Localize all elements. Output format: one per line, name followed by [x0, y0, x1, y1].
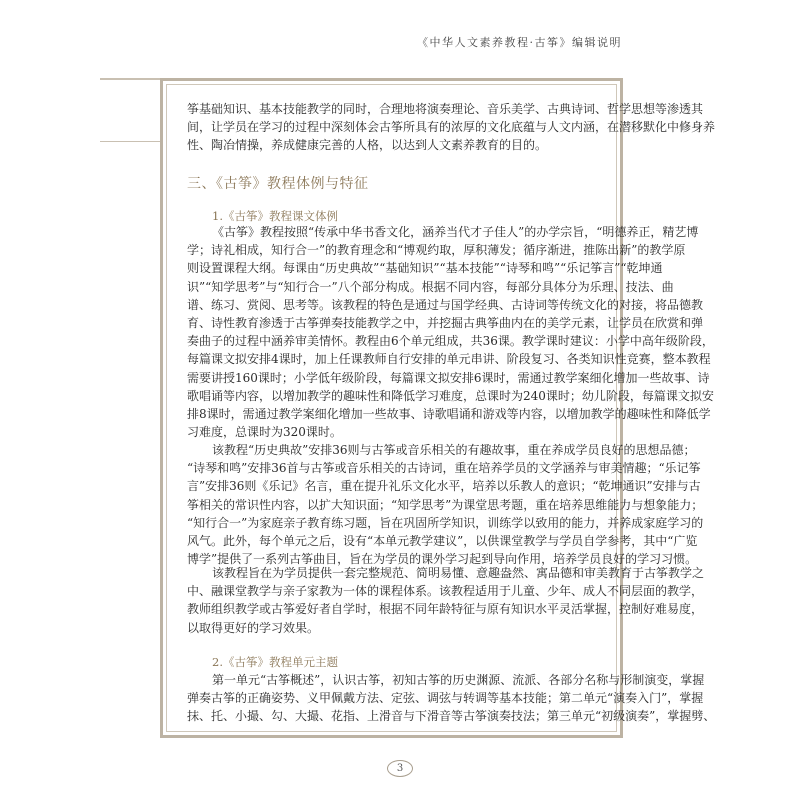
text-line: 习难度，总课时为320课时。 [187, 425, 342, 440]
text-line: 以取得更好的学习效果。 [187, 620, 320, 635]
paragraph-intro [187, 100, 716, 155]
text-line: “诗琴和鸣”安排36首与古筝或音乐相关的古诗词，重在培养学员的文学涵养与审美情趣；“乐记筝 [187, 461, 701, 476]
text-line: 筝基础知识、基本技能教学的同时，合理地将演奏理论、音乐美学、古典诗词、哲学思想等渗透其 [187, 102, 704, 116]
text-line: 风气。此外，每个单元之后，设有“本单元教学建议”，以供课堂教学与学员自学参考，其中“广览 [187, 533, 698, 548]
text-line: 排8课时，需通过教学案细化增加一些故事、诗歌唱诵和游戏等内容，以增加教学的趣味性和降低学 [187, 406, 711, 421]
text-line: 该教程“历史典故”安排36则与古筝或音乐相关的有趣故事，重在养成学员良好的思想品德； [212, 443, 696, 457]
text-line: 筝相关的常识性内容，以扩大知识面；“知学思考”为课堂思考题，重在培养思维能力与想象能力； [187, 497, 704, 512]
paragraph-4 [187, 671, 716, 726]
text-line: 该教程旨在为学员提供一套完整规范、简明易懂、意趣盎然、寓品德和审美教育于古筝教学之 [212, 566, 705, 580]
text-line: “知行合一”为家庭亲子教育练习题，旨在巩固所学知识，训练学以致用的能力，并养成家庭学习的 [187, 515, 704, 530]
section-heading: 三、《古筝》教程体例与特征 [187, 176, 369, 192]
paragraph-2 [187, 441, 704, 568]
running-head: 《中华人文素养教程·古筝》编辑说明 [417, 36, 622, 49]
text-line: 中、融课堂教学与亲子家教为一体的课程体系。该教程适用于儿童、少年、成人不同层面的教学， [187, 584, 704, 599]
text-line: 抹、托、小撮、勾、大撮、花指、上滑音与下滑音等古筝演奏技法；第三单元“初级演奏”，掌握劈、 [187, 709, 716, 724]
text-line: 言”安排36则《乐记》名言，重在提升礼乐文化水平，培养以乐教人的意识；“乾坤通识”安排与古 [187, 479, 701, 494]
text-line: 《古筝》教程按照“传承中华书香文化，涵养当代才子佳人”的办学宗旨，“明德养正，精艺博 [212, 225, 699, 239]
paragraph-1 [187, 223, 714, 441]
text-line: 间，让学员在学习的过程中深刻体会古筝所具有的浓厚的文化底蕴与人文内涵，在潜移默化中修身养 [187, 120, 716, 135]
text-line: 学；诗礼相成，知行合一”的教育理念和“博观约取，厚积薄发；循序渐进，推陈出新”的教学原 [187, 243, 686, 258]
text-line: 第一单元“古筝概述”，认识古筝，初知古筝的历史渊源、流派、各部分名称与形制演变，掌握 [212, 673, 705, 687]
paragraph-3 [187, 564, 705, 637]
decorative-rule-top [100, 78, 160, 80]
text-line: 需要讲授160课时；小学低年级阶段，每篇课文拟安排6课时，需通过教学案细化增加一些故事、诗 [187, 370, 710, 385]
subheading-2: 2.《古筝》教程单元主题 [212, 655, 338, 669]
text-line: 识”“知学思考”与“知行合一”八个部分构成。根据不同内容，每部分具体分为乐理、技法、曲 [187, 279, 674, 294]
text-line: 弹奏古筝的正确姿势、义甲佩戴方法、定弦、调弦与转调等基本技能；第二单元“演奏入门”，掌握 [187, 691, 704, 706]
text-line: 性、陶冶情操，养成健康完善的人格，以达到人文素养教育的目的。 [187, 138, 548, 153]
text-line: 则设置课程大纲。每课由“历史典故”“基础知识”“基本技能”“诗琴和鸣”“乐记筝言”“乾坤通 [187, 261, 663, 276]
text-line: 歌唱诵等内容，以增加教学的趣味性和降低学习难度，总课时为240课时；幼儿阶段，每篇课文拟安 [187, 388, 714, 403]
text-line: 谱、练习、赏阅、思考等。该教程的特色是通过与国学经典、古诗词等传统文化的对接，将品德教 [187, 297, 704, 312]
text-line: 奏曲子的过程中涵养审美情怀。教程由6个单元组成，共36课。教学课时建议：小学中高年级阶段， [187, 334, 714, 349]
text-line: 每篇课文拟安排4课时，加上任课教师自行安排的单元串讲、阶段复习、各类知识性竞赛，整本教程 [187, 352, 711, 367]
page-number: 3 [387, 760, 413, 777]
text-line: 教师组织教学或古筝爱好者自学时，根据不同年龄特征与原有知识水平灵活掌握，控制好难易度， [187, 602, 704, 617]
decorative-rule-middle [100, 141, 160, 142]
text-line: 育、诗性教育渗透于古筝弹奏技能教学之中，并挖掘古典筝曲内在的美学元素，让学员在欣赏和弹 [187, 315, 704, 330]
subheading-1: 1.《古筝》教程课文体例 [212, 209, 338, 223]
text-line: 博学”提供了一系列古筝曲目，旨在为学员的课外学习起到导向作用，培养学员良好的学习习惯。 [187, 552, 698, 567]
